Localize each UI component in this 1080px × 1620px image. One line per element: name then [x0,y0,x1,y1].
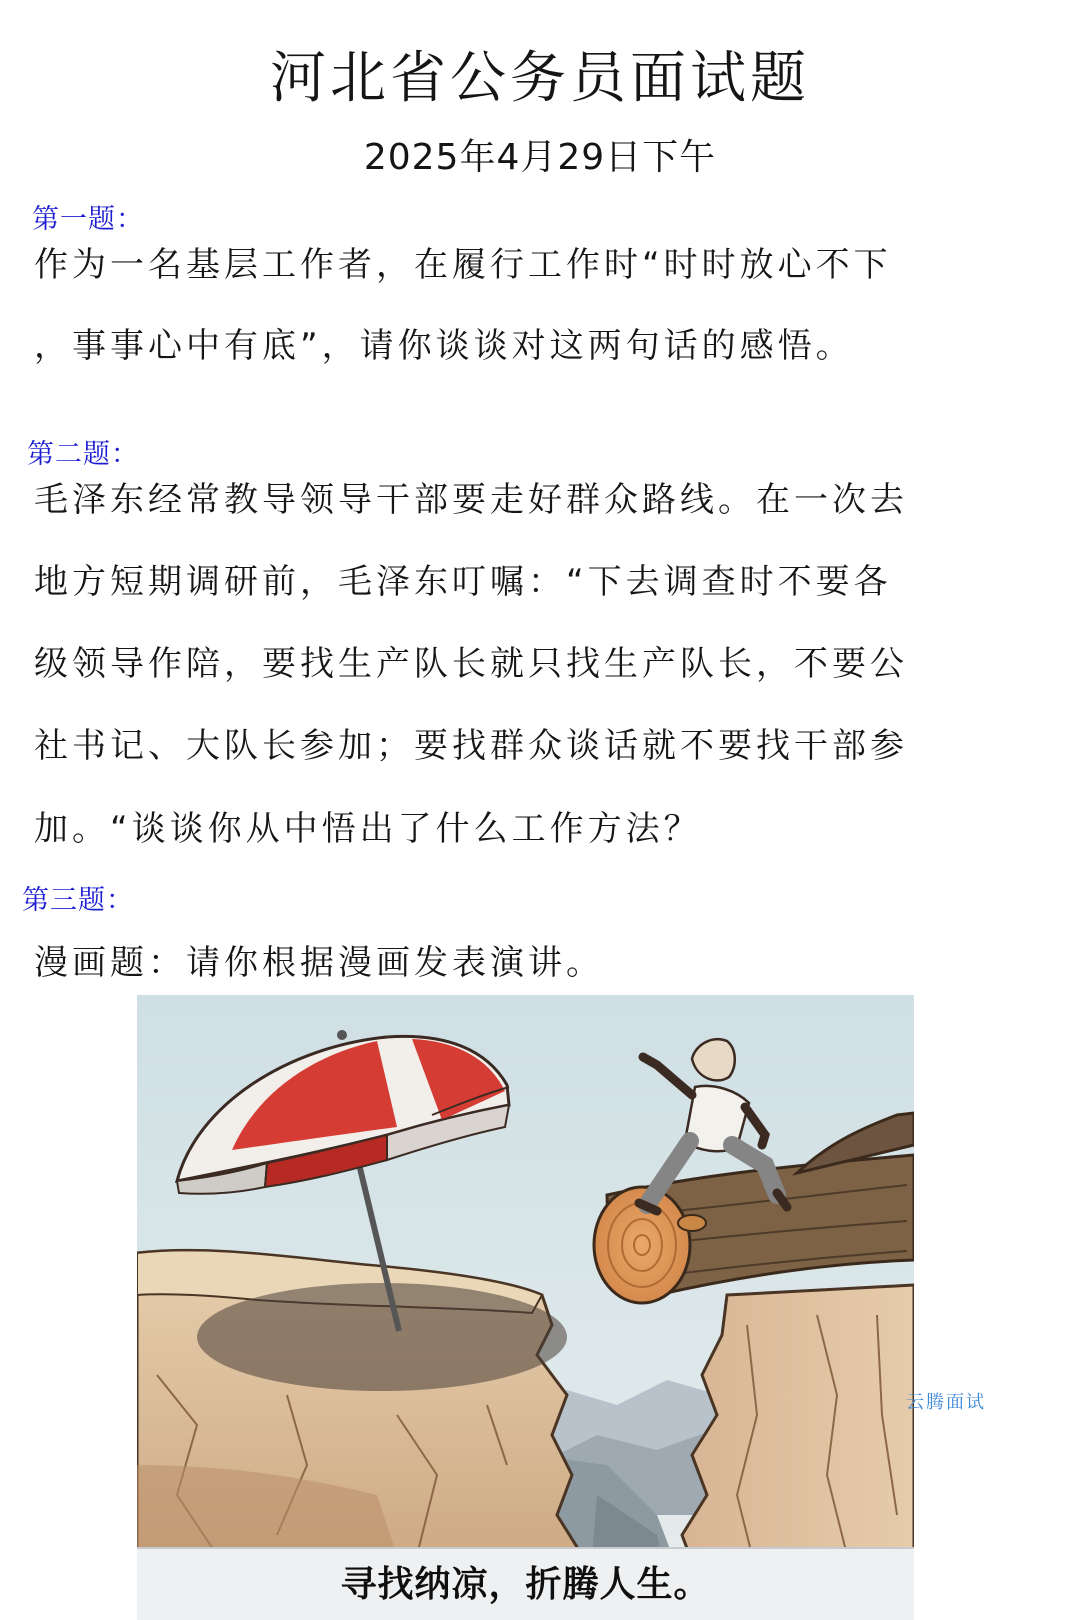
umbrella-shadow [197,1283,567,1391]
question-1-line-1: 作为一名基层工作者，在履行工作时“时时放心不下 [34,245,892,285]
watermark: 云腾面试 [906,1392,986,1413]
comic-caption: 寻找纳凉，折腾人生。 [137,1547,914,1620]
question-3-line-1: 漫画题：请你根据漫画发表演讲。 [34,943,604,983]
question-1-label: 第一题： [32,204,144,235]
question-2-line-2: 地方短期调研前，毛泽东叮嘱：“下去调查时不要各 [34,562,892,602]
page-title: 河北省公务员面试题 [270,46,810,111]
question-2-line-3: 级领导作陪，要找生产队长就只找生产队长，不要公 [34,644,908,684]
question-2-label: 第二题： [27,439,139,470]
question-2-line-4: 社书记、大队长参加；要找群众谈话就不要找干部参 [34,726,908,766]
comic-illustration [137,995,914,1620]
comic-art [137,995,914,1620]
question-2-line-5: 加。“谈谈你从中悟出了什么工作方法？ [34,809,702,849]
question-1-line-2: ，事事心中有底”，请你谈谈对这两句话的感悟。 [34,326,854,366]
question-2-line-1: 毛泽东经常教导领导干部要走好群众路线。在一次去 [34,480,908,520]
question-3-label: 第三题： [22,885,134,916]
exam-date: 2025年4月29日下午 [363,137,717,178]
